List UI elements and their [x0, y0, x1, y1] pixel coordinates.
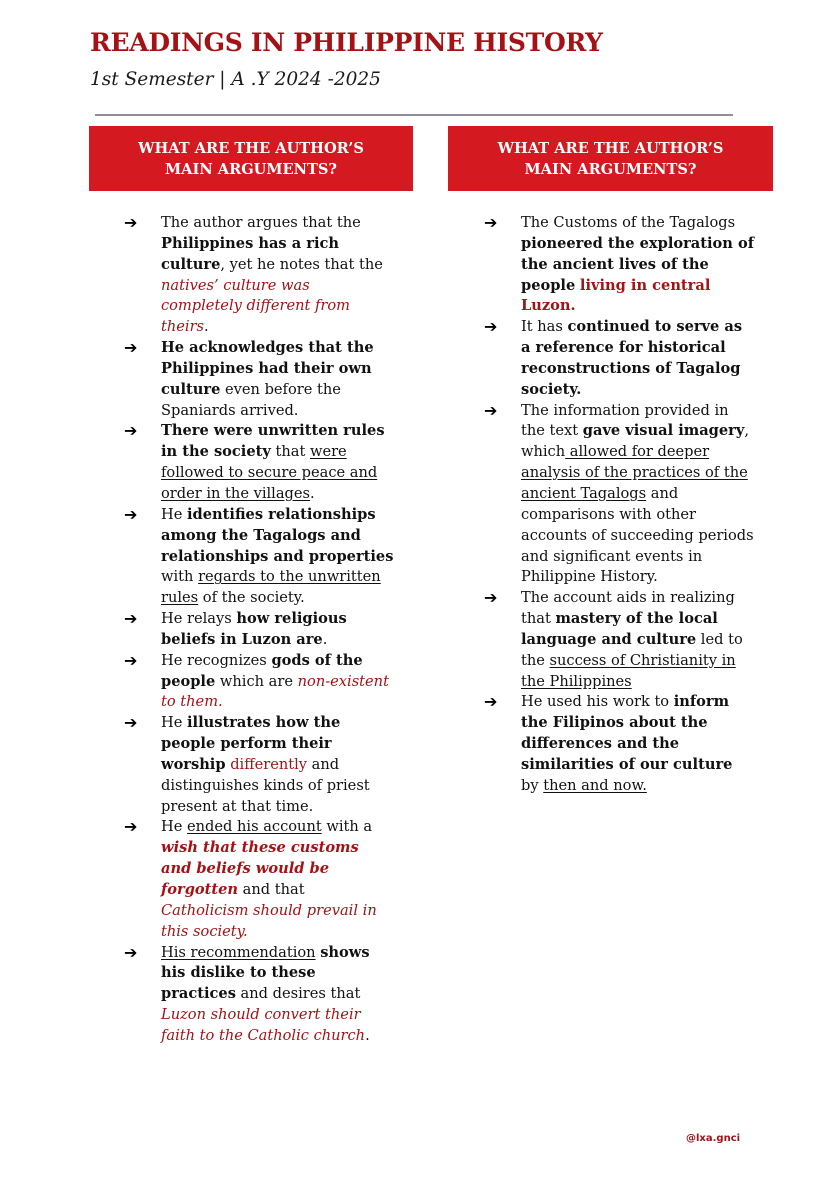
- header-divider: [95, 114, 733, 116]
- right-arrow-icon: ➔: [484, 692, 498, 712]
- right-arrow-icon: ➔: [484, 588, 498, 608]
- argument-text: Catholicism should prevail in this society.: [161, 901, 377, 940]
- argument-text: gods of the people: [161, 651, 363, 690]
- argument-text: He used his work to: [521, 693, 674, 711]
- argument-text: The author argues that the: [161, 214, 361, 231]
- argument-item: [124, 338, 394, 421]
- argument-text: were followed to secure peace and order in the villages: [161, 443, 378, 502]
- argument-text: .: [204, 318, 209, 336]
- argument-text: shows his dislike to these practices: [161, 943, 370, 1003]
- argument-item: [124, 651, 394, 714]
- argument-item: [484, 588, 754, 692]
- argument-text: led to the: [521, 630, 743, 669]
- argument-text: illustrates how the people perform their worship: [161, 714, 341, 773]
- argument-text: how religious beliefs in Luzon are: [161, 610, 347, 648]
- argument-text: Philippines has a rich culture: [161, 234, 339, 273]
- argument-text: by: [521, 776, 544, 794]
- argument-text: continued to serve as a reference for historical reconstructions of Tagalog society.: [521, 318, 743, 398]
- right-arrow-icon: ➔: [124, 609, 138, 629]
- left-arguments-list: [124, 213, 394, 1047]
- argument-text: There were unwritten rules in the society: [161, 422, 385, 461]
- right-arrow-icon: ➔: [484, 213, 498, 232]
- right-column-heading: [448, 126, 773, 191]
- argument-item: [484, 401, 754, 589]
- right-arrow-icon: ➔: [124, 421, 138, 441]
- argument-text: natives’ culture was completely different from theirs: [161, 276, 350, 336]
- right-arrow-icon: ➔: [124, 817, 138, 837]
- argument-text: gave visual imagery: [582, 422, 745, 440]
- argument-text: He: [161, 818, 188, 836]
- argument-text: inform the Filipinos about the differences and the similarities of our culture: [521, 693, 733, 773]
- argument-text: Luzon should convert their faith to the Catholic church: [161, 1006, 366, 1044]
- argument-text: The information provided in the text: [521, 401, 729, 440]
- argument-text: and desires that: [235, 985, 361, 1003]
- argument-text: He recognizes: [161, 651, 272, 669]
- argument-text: of the society.: [198, 589, 305, 607]
- right-arrow-icon: ➔: [124, 650, 138, 670]
- left-column-heading: [89, 126, 413, 191]
- argument-text: even before the Spaniards arrived.: [161, 380, 341, 419]
- argument-text: , which: [521, 422, 749, 461]
- argument-item: [124, 505, 394, 609]
- argument-text: living in central Luzon.: [521, 276, 711, 315]
- argument-text: with: [161, 568, 199, 586]
- argument-text: He relays: [161, 610, 237, 628]
- right-arrow-icon: ➔: [124, 504, 138, 524]
- author-handle: @lxa.gnci: [686, 1133, 741, 1144]
- argument-item: [484, 692, 754, 796]
- argument-text: mastery of the local language and culture: [521, 610, 718, 648]
- argument-text: It has: [521, 318, 568, 336]
- argument-text: .: [310, 484, 315, 502]
- argument-text: with a: [321, 818, 373, 836]
- argument-text: that: [270, 443, 310, 461]
- argument-text: His recommendation: [161, 943, 316, 961]
- argument-item: [124, 817, 394, 942]
- argument-item: [124, 943, 394, 1047]
- argument-text: , yet he notes that the: [220, 255, 383, 273]
- argument-text: success of Christianity in the Philippines: [521, 651, 736, 690]
- right-arrow-icon: ➔: [484, 400, 498, 420]
- argument-text: then and now.: [543, 776, 647, 794]
- right-heading-text: WHAT ARE THE AUTHOR’S MAIN ARGUMENTS?: [497, 139, 724, 178]
- argument-item: [124, 609, 394, 651]
- argument-text: which are: [215, 672, 298, 690]
- argument-item: [484, 213, 754, 317]
- argument-text: He acknowledges that the Philippines had their own culture: [161, 339, 374, 398]
- argument-text: He: [161, 505, 188, 523]
- argument-text: He: [161, 714, 188, 732]
- argument-text: wish that these customs and beliefs would be forgotten: [161, 839, 359, 898]
- argument-text: pioneered the exploration of the ancient lives of the people: [521, 234, 754, 294]
- right-arrow-icon: ➔: [124, 213, 138, 232]
- right-arrow-icon: ➔: [124, 338, 138, 358]
- argument-item: [124, 213, 394, 338]
- argument-text: non-existent to them.: [161, 672, 389, 711]
- argument-text: differently: [230, 755, 308, 773]
- argument-text: and that: [238, 881, 305, 898]
- left-heading-text: WHAT ARE THE AUTHOR’S MAIN ARGUMENTS?: [138, 139, 364, 178]
- argument-text: ended his account: [187, 818, 322, 836]
- argument-item: [124, 421, 394, 504]
- semester-subtitle: 1st Semester | A .Y 2024 -2025: [90, 69, 381, 90]
- argument-item: [124, 713, 394, 817]
- page-title: READINGS IN PHILIPPINE HISTORY: [90, 28, 603, 57]
- right-arguments-list: [484, 213, 754, 797]
- right-arrow-icon: ➔: [484, 317, 498, 337]
- argument-item: [484, 317, 754, 400]
- argument-text: identifies relationships among the Tagalogs and relationships and properties: [161, 505, 394, 565]
- argument-text: allowed for deeper analysis of the practices of the ancient Tagalogs: [521, 443, 748, 502]
- argument-text: .: [322, 630, 328, 648]
- argument-text: .: [365, 1026, 370, 1044]
- argument-text: The Customs of the Tagalogs: [521, 214, 736, 231]
- argument-text: The account aids in realizing that: [521, 589, 735, 628]
- argument-text: regards to the unwritten rules: [161, 568, 381, 607]
- argument-text: and distinguishes kinds of priest present at that time.: [161, 755, 370, 815]
- right-arrow-icon: ➔: [124, 942, 138, 962]
- argument-text: and comparisons with other accounts of succeeding periods and significant events in Philippine History.: [521, 484, 754, 586]
- right-arrow-icon: ➔: [124, 713, 138, 733]
